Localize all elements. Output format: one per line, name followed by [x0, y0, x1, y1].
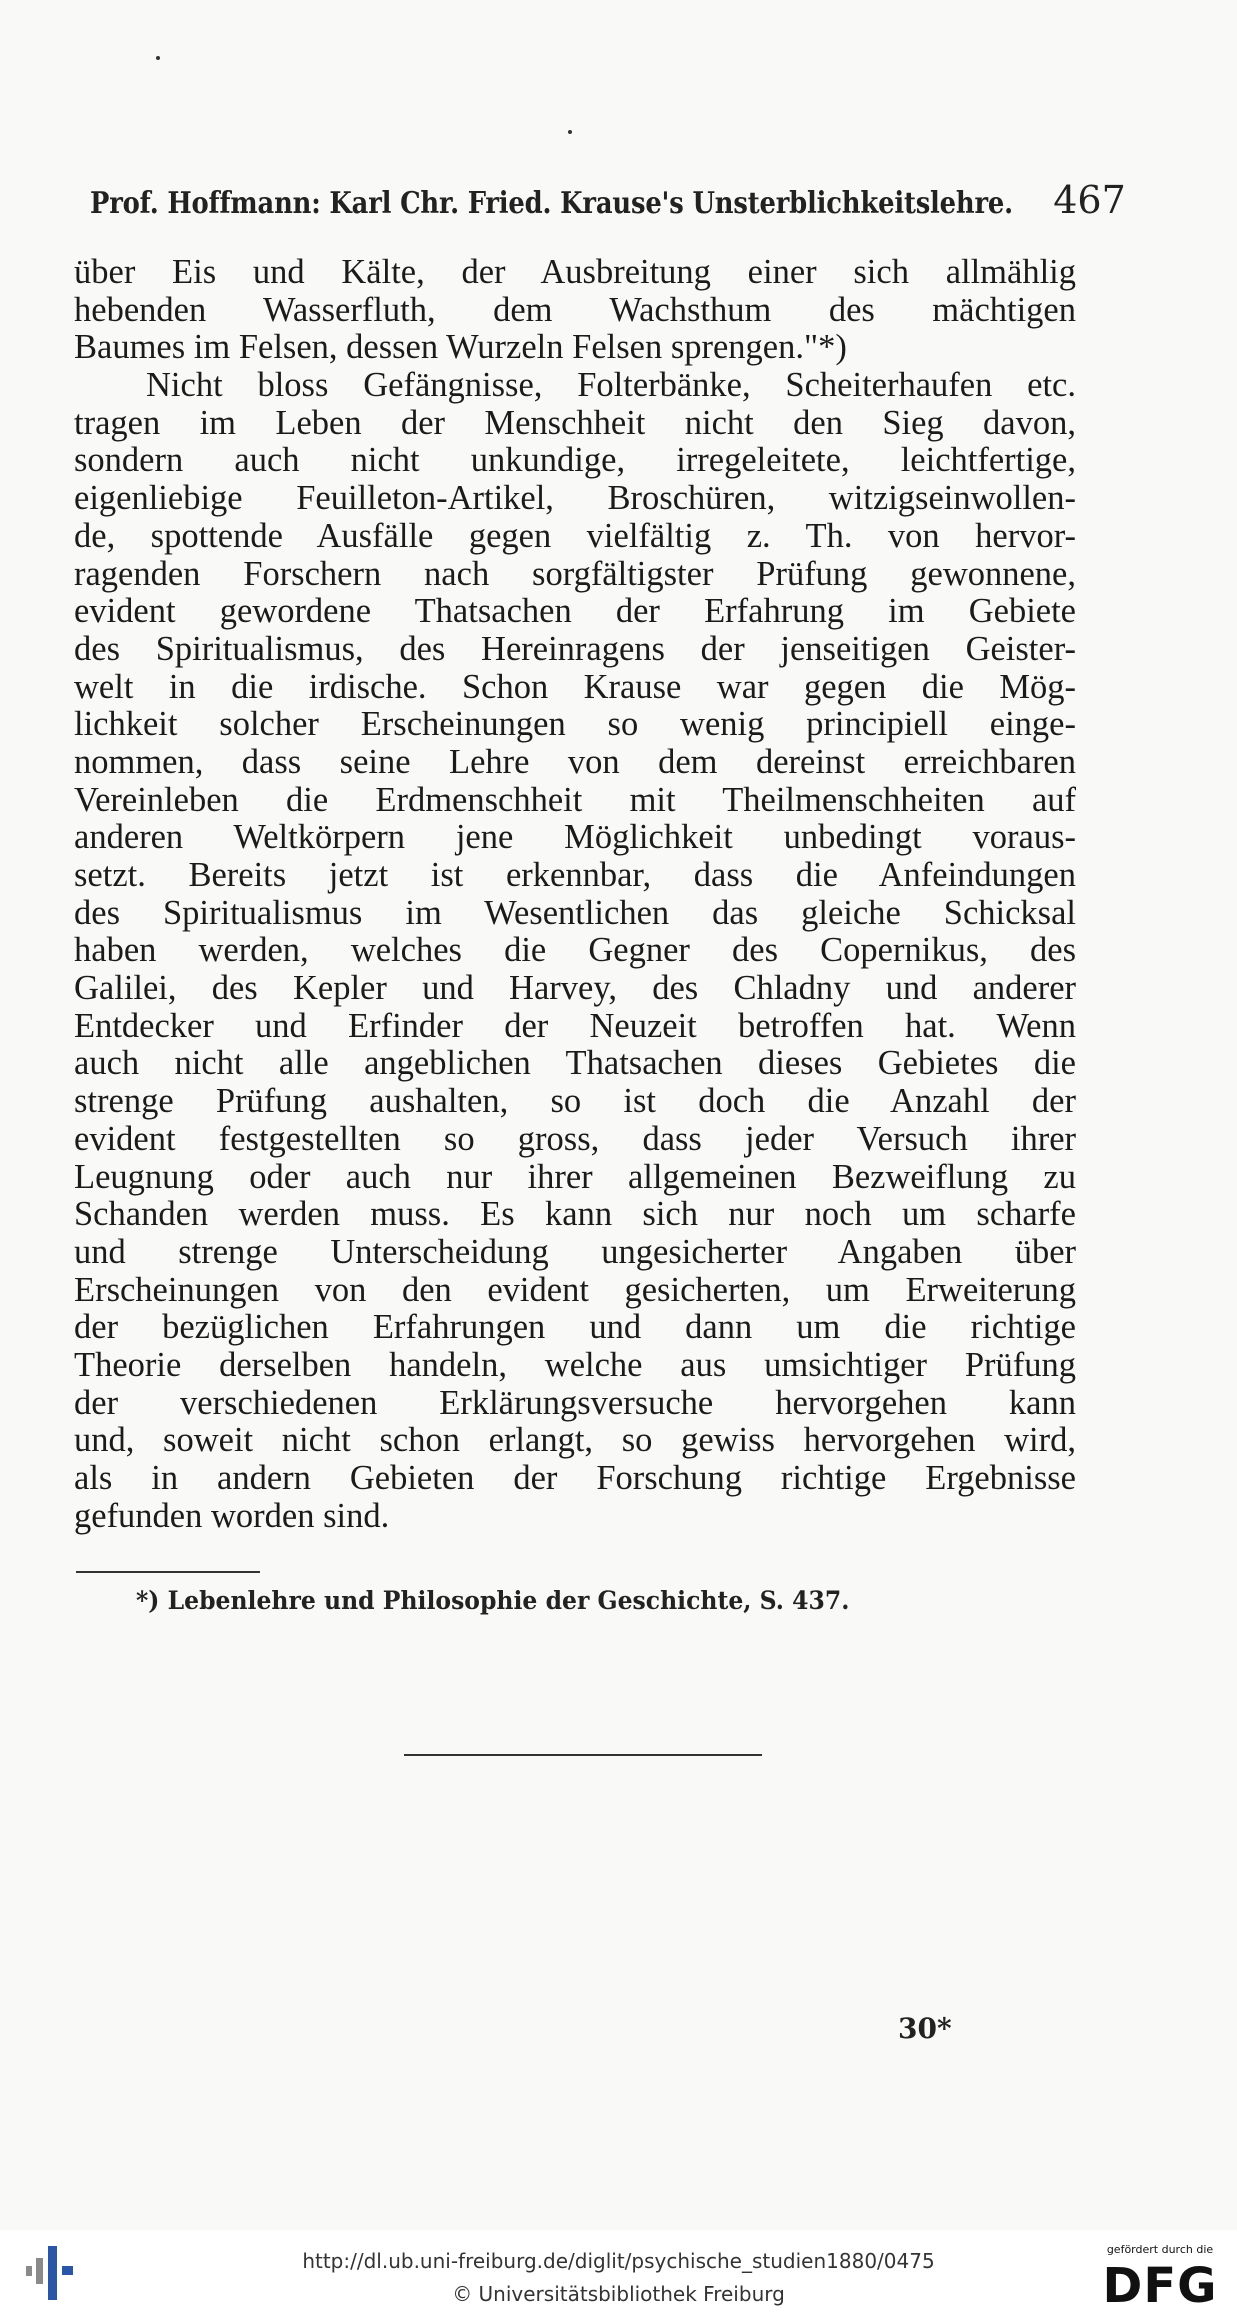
text-line: evident gewordene Thatsachen der Erfahrung im Gebiete — [74, 592, 1076, 631]
footnote-divider — [76, 1571, 260, 1573]
text-line: als in andern Gebieten der Forschung richtige Ergebnisse — [74, 1459, 1076, 1497]
text-line: Galilei, des Kepler und Harvey, des Chladny und anderer — [74, 969, 1076, 1008]
text-line: strenge Prüfung aushalten, so ist doch die Anzahl der — [74, 1082, 1076, 1121]
text-line: lichkeit solcher Erscheinungen so wenig principiell einge- — [74, 705, 1076, 744]
text-line: haben werden, welches die Gegner des Copernikus, des — [74, 931, 1076, 970]
text-line: des Spiritualismus, des Hereinragens der jenseitigen Geister- — [74, 629, 1076, 668]
text-line: der bezüglichen Erfahrungen und dann um die richtige — [74, 1308, 1076, 1347]
document-url-link[interactable]: http://dl.ub.uni-freiburg.de/diglit/psychische_studien1880/0475 — [302, 2249, 935, 2273]
text-line: sondern auch nicht unkundige, irregeleitete, leichtfertige, — [74, 441, 1076, 480]
text-line: und strenge Unterscheidung ungesicherter Angaben über — [74, 1232, 1076, 1271]
text-line: auch nicht alle angeblichen Thatsachen dieses Gebietes die — [74, 1044, 1076, 1083]
text-line: setzt. Bereits jetzt ist erkennbar, dass die Anfeindungen — [74, 856, 1076, 894]
text-line: Theorie derselben handeln, welche aus umsichtiger Prüfung — [74, 1345, 1076, 1384]
text-line: hebenden Wasserfluth, dem Wachsthum des mächtigen — [74, 290, 1076, 329]
text-line: gefunden worden sind. — [74, 1496, 390, 1535]
text-line: Baumes im Felsen, dessen Wurzeln Felsen sprengen."*) — [74, 328, 847, 367]
text-line: Schanden werden muss. Es kann sich nur noch um scharfe — [74, 1195, 1076, 1234]
text-line: anderen Weltkörpern jene Möglichkeit unbedingt voraus- — [74, 818, 1076, 857]
footnote: *) Lebenlehre und Philosophie der Geschichte, S. 437. — [136, 1586, 850, 1615]
text-line: de, spottende Ausfälle gegen vielfältig z. Th. von hervor- — [74, 516, 1076, 555]
text-line: Nicht bloss Gefängnisse, Folterbänke, Scheiterhaufen etc. — [146, 366, 1076, 405]
text-line: nommen, dass seine Lehre von dem dereinst erreichbaren — [74, 742, 1076, 781]
text-line: der verschiedenen Erklärungsversuche hervorgehen kann — [74, 1383, 1076, 1422]
text-line: eigenliebige Feuilleton-Artikel, Broschüren, witzigseinwollen- — [74, 479, 1076, 518]
running-header — [90, 178, 1126, 222]
dfg-logo-icon[interactable] — [1092, 2258, 1228, 2308]
section-end-divider — [404, 1754, 762, 1756]
text-line: und, soweit nicht schon erlangt, so gewiss hervorgehen wird, — [74, 1421, 1076, 1460]
header-title: Prof. Hoffmann: Karl Chr. Fried. Krause's Unsterblichkeitslehre. — [90, 186, 1013, 221]
sheet-signature: 30* — [898, 2012, 952, 2045]
dfg-logo-text: DFG — [1102, 2258, 1218, 2308]
text-line: tragen im Leben der Menschheit nicht den Sieg davon, — [74, 403, 1076, 442]
text-line: des Spiritualismus im Wesentlichen das gleiche Schicksal — [74, 893, 1076, 932]
scan-speck — [568, 130, 572, 134]
text-line: Erscheinungen von den evident gesicherten, um Erweiterung — [74, 1270, 1076, 1309]
text-line: welt in die irdische. Schon Krause war gegen die Mög- — [74, 667, 1076, 706]
page-number: 467 — [1053, 178, 1126, 222]
scan-speck — [156, 56, 160, 60]
text-line: Vereinleben die Erdmenschheit mit Theilmenschheiten auf — [74, 780, 1076, 819]
text-line: evident festgestellten so gross, dass jeder Versuch ihrer — [74, 1119, 1076, 1158]
funding-note: gefördert durch die — [1106, 2243, 1214, 2256]
text-line: über Eis und Kälte, der Ausbreitung einer sich allmählig — [74, 253, 1076, 291]
text-line: ragenden Forschern nach sorgfältigster Prüfung gewonnene, — [74, 554, 1076, 593]
copyright-text: © Universitätsbibliothek Freiburg — [452, 2282, 785, 2306]
body-text — [74, 254, 1076, 1535]
text-line: Leugnung oder auch nur ihrer allgemeinen Bezweiflung zu — [74, 1157, 1076, 1196]
text-line: Entdecker und Erfinder der Neuzeit betroffen hat. Wenn — [74, 1006, 1076, 1045]
